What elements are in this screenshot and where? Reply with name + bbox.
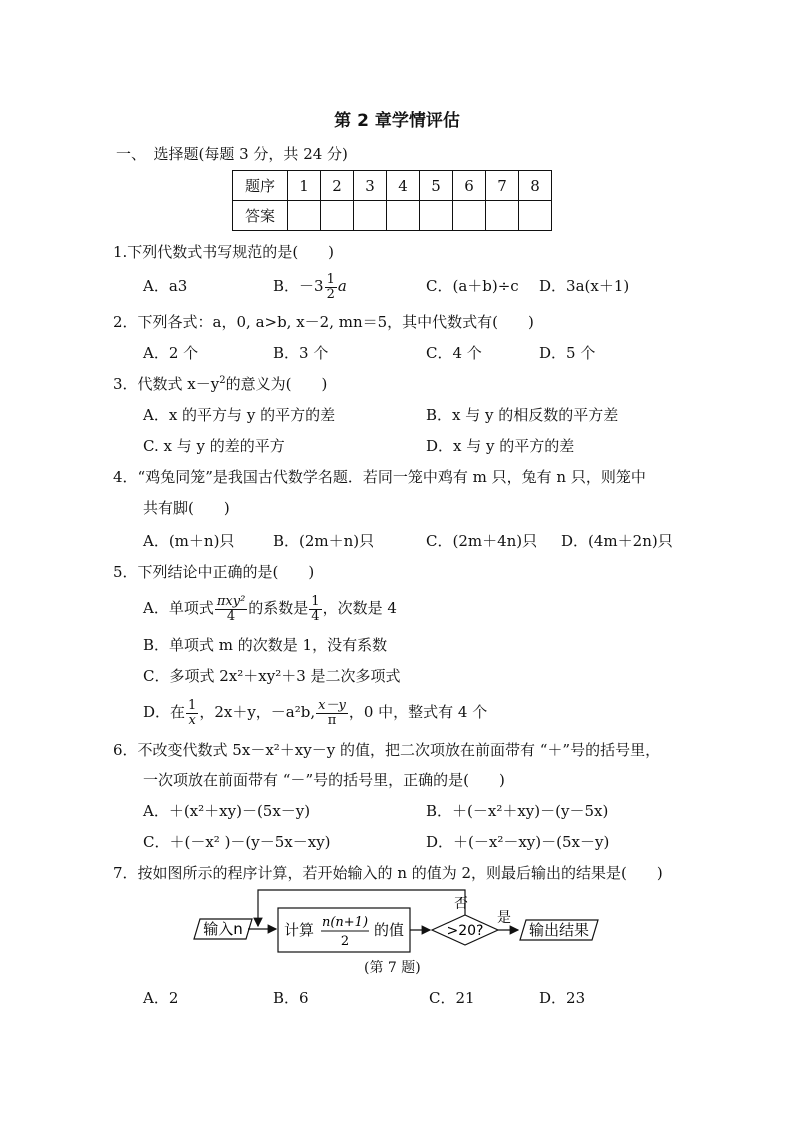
table-answer-label: 答案 <box>233 201 288 231</box>
table-number: 6 <box>453 171 486 201</box>
q7-option-a: A．2 <box>143 989 179 1007</box>
q5-d-mid: ，2x＋y，－a²b, <box>199 703 316 721</box>
table-number: 2 <box>321 171 354 201</box>
table-number: 3 <box>354 171 387 201</box>
q3-stem-suffix: 的意义为( ) <box>225 375 328 393</box>
q3-stem-sup: 2 <box>219 375 226 386</box>
answer-cell[interactable] <box>519 201 552 231</box>
q5-a-denominator: 4 <box>226 608 236 624</box>
table-header-label: 题序 <box>233 171 288 201</box>
answer-table <box>232 170 552 231</box>
q5-option-a <box>143 588 397 628</box>
q3-stem-prefix: 3．代数式 x－y <box>113 375 220 393</box>
question-2-stem: 2．下列各式：a，0, a>b, x－2, mn＝5，其中代数式有( ) <box>113 313 534 331</box>
q5-d-numerator: 1 <box>188 697 197 713</box>
q1-option-d: D．3a(x＋1) <box>539 277 630 295</box>
answer-cell[interactable] <box>354 201 387 231</box>
input-label: 输入n <box>203 920 243 938</box>
q5-a-fraction-2 <box>309 595 321 624</box>
q2-option-c: C．4 个 <box>426 344 482 362</box>
q1-b-var: a <box>337 277 347 295</box>
q5-a-fraction <box>215 595 247 624</box>
table-number: 8 <box>519 171 552 201</box>
answer-cell[interactable] <box>288 201 321 231</box>
table-number: 7 <box>486 171 519 201</box>
q5-option-d <box>143 692 487 732</box>
table-number: 4 <box>387 171 420 201</box>
answer-table-header-row <box>233 171 552 201</box>
q5-a-denominator-2: 4 <box>311 608 320 624</box>
answer-table-answer-row <box>233 201 552 231</box>
q1-option-c: C．(a＋b)÷c <box>426 277 519 295</box>
question-4-stem-cont: 共有脚( ) <box>143 499 230 517</box>
question-7-stem: 7．按如图所示的程序计算，若开始输入的 n 的值为 2，则最后输出的结果是( ) <box>113 864 663 882</box>
no-label: 否 <box>454 896 468 912</box>
q2-option-a: A．2 个 <box>143 344 199 362</box>
q6-option-d: D．＋(－x²－xy)－(5x－y) <box>426 833 610 851</box>
question-6-stem-cont: 一次项放在前面带有 “－”号的括号里，正确的是( ) <box>143 771 505 789</box>
answer-cell[interactable] <box>453 201 486 231</box>
question-1-stem: 1.下列代数式书写规范的是( ) <box>113 243 335 261</box>
condition-label: >20? <box>446 923 484 939</box>
q1-b-denominator: 2 <box>326 286 335 302</box>
q5-a-prefix: A．单项式 <box>143 599 214 617</box>
q3-option-d: D．x 与 y 的平方的差 <box>426 437 575 455</box>
q3-option-c: C. x 与 y 的差的平方 <box>143 437 285 455</box>
q6-option-c: C．＋(－x² )－(y－5x－xy) <box>143 833 331 851</box>
question-4-stem: 4．“鸡兔同笼”是我国古代数学名题．若同一笼中鸡有 m 只，兔有 n 只，则笼中 <box>113 468 646 486</box>
question-6-stem: 6．不改变代数式 5x－x²＋xy－y 的值，把二次项放在前面带有 “＋”号的括号里， <box>113 741 661 759</box>
q3-option-a: A．x 的平方与 y 的平方的差 <box>143 406 336 424</box>
question-3-stem <box>113 374 327 394</box>
q2-option-d: D．5 个 <box>539 344 596 362</box>
q1-option-b <box>273 266 347 306</box>
q5-d-numerator-2: x－y <box>318 697 346 713</box>
q2-option-b: B．3 个 <box>273 344 329 362</box>
q5-a-numerator-2: 1 <box>311 593 320 609</box>
q1-b-fraction <box>325 273 337 302</box>
q5-d-suffix: ，0 中，整式有 4 个 <box>348 703 488 721</box>
q4-option-b: B．(2m＋n)只 <box>273 532 375 550</box>
output-label: 输出结果 <box>528 921 590 939</box>
table-number: 1 <box>288 171 321 201</box>
answer-cell[interactable] <box>321 201 354 231</box>
q5-a-mid: 的系数是 <box>248 599 309 617</box>
answer-cell[interactable] <box>420 201 453 231</box>
q3-option-b: B．x 与 y 的相反数的平方差 <box>426 406 619 424</box>
q7-option-d: D．23 <box>539 989 586 1007</box>
calc-numerator: n(n+1) <box>321 915 369 930</box>
q5-d-fraction-2 <box>316 699 348 728</box>
calc-suffix: 的值 <box>374 921 405 939</box>
answer-cell[interactable] <box>387 201 420 231</box>
q5-a-numerator: πxy² <box>216 593 246 609</box>
q5-d-fraction <box>186 699 198 728</box>
calc-prefix: 计算 <box>284 921 315 939</box>
q7-option-b: B．6 <box>273 989 309 1007</box>
yes-label: 是 <box>497 910 511 926</box>
q5-d-prefix: D．在 <box>143 703 186 721</box>
figure-caption: (第 7 题) <box>364 960 421 976</box>
page-title: 第 2 章学情评估 <box>334 111 460 131</box>
q1-option-a: A．a3 <box>143 277 188 295</box>
q6-option-a: A．＋(x²＋xy)－(5x－y) <box>143 802 311 820</box>
q5-d-denominator: x <box>188 712 196 728</box>
table-number: 5 <box>420 171 453 201</box>
q5-option-c: C．多项式 2x²＋xy²＋3 是二次多项式 <box>143 667 401 685</box>
q4-option-d: D．(4m＋2n)只 <box>561 532 673 550</box>
flowchart <box>186 886 626 958</box>
q1-b-numerator: 1 <box>326 271 335 287</box>
q4-option-c: C．(2m＋4n)只 <box>426 532 538 550</box>
calc-denominator: 2 <box>340 934 350 949</box>
q1-b-prefix: B．－3 <box>273 277 324 295</box>
q5-d-denominator-2: π <box>327 712 337 728</box>
q5-a-suffix: ，次数是 4 <box>322 599 397 617</box>
q4-option-a: A．(m＋n)只 <box>143 532 235 550</box>
question-5-stem: 5．下列结论中正确的是( ) <box>113 563 315 581</box>
q6-option-b: B．＋(－x²＋xy)－(y－5x) <box>426 802 609 820</box>
section-heading: 一、 选择题(每题 3 分，共 24 分) <box>116 145 348 163</box>
q7-option-c: C．21 <box>429 989 475 1007</box>
q5-option-b: B．单项式 m 的次数是 1，没有系数 <box>143 636 388 654</box>
answer-cell[interactable] <box>486 201 519 231</box>
